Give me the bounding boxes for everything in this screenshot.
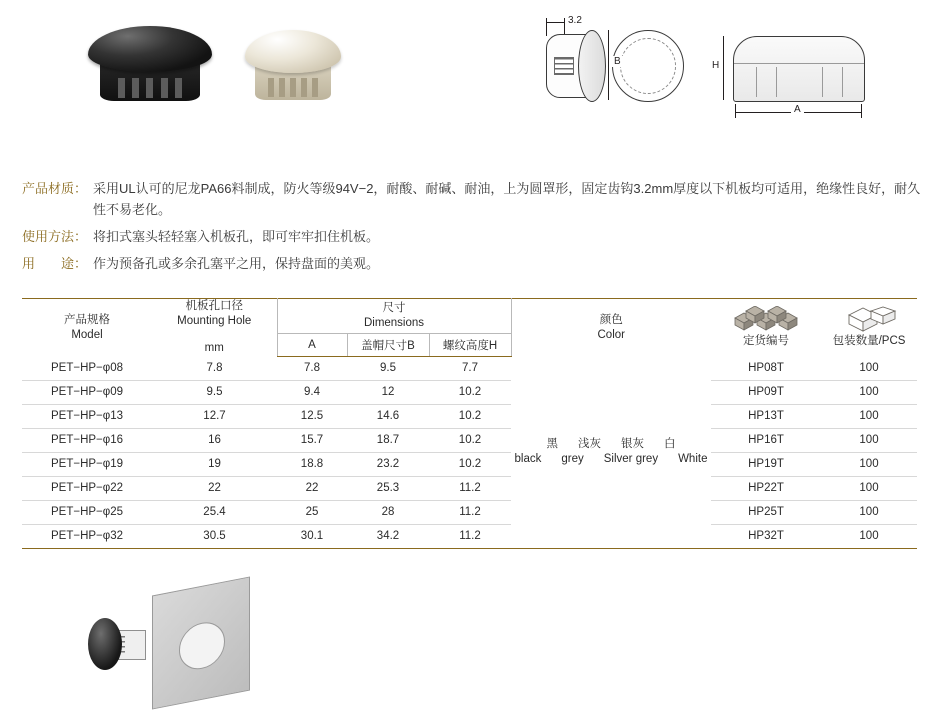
table-row xyxy=(22,524,917,548)
description-row-usage xyxy=(22,226,922,247)
table-row xyxy=(22,404,917,428)
specification-table xyxy=(22,298,917,548)
header-dimensions xyxy=(277,299,511,334)
cell-dim-b: 28 xyxy=(347,500,429,524)
header-pack-qty-label: 包装数量/PCS xyxy=(832,335,906,347)
section-rib xyxy=(822,67,823,97)
cell-dim-a: 7.8 xyxy=(277,356,347,380)
color-en-grey: grey xyxy=(561,452,584,465)
header-model-cn: 产品规格 xyxy=(64,313,110,326)
top-illustration-band xyxy=(0,0,939,160)
section-rib xyxy=(756,67,757,97)
product-description xyxy=(22,178,922,280)
color-cn-white: 白 xyxy=(664,437,676,450)
cell-dim-a: 18.8 xyxy=(277,452,347,476)
cell-dim-h: 10.2 xyxy=(429,452,511,476)
cell-mounting: 16 xyxy=(152,428,277,452)
a-dimension-label: A xyxy=(791,104,804,115)
cell-order: HP09T xyxy=(711,380,821,404)
cell-dim-b: 12 xyxy=(347,380,429,404)
cell-order: HP13T xyxy=(711,404,821,428)
cell-mounting: 25.4 xyxy=(152,500,277,524)
table-row xyxy=(22,356,917,380)
table-header-row-primary xyxy=(22,299,917,334)
thickness-extension-line-left xyxy=(546,18,547,36)
color-en-black: black xyxy=(514,452,542,465)
color-list xyxy=(511,437,711,467)
table-row xyxy=(22,476,917,500)
h-dimension-line xyxy=(723,36,724,100)
header-mounting-en: Mounting Hole xyxy=(177,315,252,327)
cell-model: PET−HP−φ25 xyxy=(22,500,152,524)
cell-mounting: 22 xyxy=(152,476,277,500)
cell-mounting: 30.5 xyxy=(203,530,226,542)
color-cn-grey: 浅灰 xyxy=(578,437,601,450)
header-mounting-cn: 机板孔口径 xyxy=(185,300,243,312)
description-value: 作为预备孔或多余孔塞平之用，保持盘面的美观。 xyxy=(93,256,380,271)
cell-dim-h: 7.7 xyxy=(429,356,511,380)
boxes-icon xyxy=(731,306,801,332)
installation-illustration xyxy=(60,578,300,704)
cell-dim-a: 9.4 xyxy=(277,380,347,404)
cell-model: PET−HP−φ13 xyxy=(22,404,152,428)
cell-dim-a: 30.1 xyxy=(300,530,324,542)
cell-pack: 100 xyxy=(821,428,917,452)
header-order-number xyxy=(711,299,821,357)
cell-pack: 100 xyxy=(821,404,917,428)
header-color-cn: 颜色 xyxy=(599,313,623,326)
cell-dim-a: 12.5 xyxy=(277,404,347,428)
header-color xyxy=(511,299,711,357)
plug-cross-section xyxy=(733,36,865,102)
header-dim-b: 盖帽尺寸B xyxy=(347,333,429,356)
package-icon xyxy=(841,306,897,332)
header-pack-qty xyxy=(821,299,917,357)
black-hole-plug-photo xyxy=(88,26,212,108)
cell-order: HP19T xyxy=(711,452,821,476)
cell-dim-b: 18.7 xyxy=(347,428,429,452)
color-cn-silver-grey: 银灰 xyxy=(621,437,644,450)
cell-model: PET−HP−φ19 xyxy=(22,452,152,476)
cell-dim-h: 11.2 xyxy=(429,476,511,500)
color-en-white: White xyxy=(678,452,708,465)
cell-order: HP08T xyxy=(711,356,821,380)
cell-model: PET−HP−φ16 xyxy=(22,428,152,452)
b-dimension-line xyxy=(608,30,609,100)
header-color-en: Color xyxy=(597,328,625,341)
cell-mounting: 7.8 xyxy=(152,356,277,380)
cap-underside-line xyxy=(734,63,864,64)
cell-pack: 100 xyxy=(821,380,917,404)
section-rib xyxy=(842,67,843,97)
description-value: 采用UL认可的尼龙PA66料制成，防火等级94V−2，耐酸、耐碱、耐油，上为圆罩形，固定齿钩3.2mm厚度以下机板均可适用，绝缘性良好，耐久性不易老化。 xyxy=(93,181,921,217)
installed-plug xyxy=(88,618,140,670)
plug-cap-shape xyxy=(88,26,212,72)
cell-dim-a: 15.7 xyxy=(277,428,347,452)
plug-fin-detail xyxy=(554,57,574,75)
plug-cap-shape xyxy=(245,30,341,73)
section-rib xyxy=(776,67,777,97)
table-row xyxy=(22,428,917,452)
white-hole-plug-photo xyxy=(245,30,341,106)
thickness-dimension-line xyxy=(546,22,564,23)
description-key: 用 途： xyxy=(22,256,88,271)
description-key: 使用方法： xyxy=(22,229,88,244)
header-mounting-unit: mm xyxy=(204,342,224,354)
cell-order: HP25T xyxy=(711,500,821,524)
cell-mounting: 12.7 xyxy=(152,404,277,428)
color-names-cn xyxy=(511,437,711,452)
cell-model: PET−HP−φ22 xyxy=(22,476,152,500)
cell-dim-h: 10.2 xyxy=(429,380,511,404)
cell-mounting: 9.5 xyxy=(152,380,277,404)
plug-front-circle xyxy=(612,30,684,102)
description-value: 将扣式塞头轻轻塞入机板孔，即可牢牢扣住机板。 xyxy=(93,229,380,244)
cell-dim-b: 34.2 xyxy=(376,530,400,542)
header-dim-h: 螺纹高度H xyxy=(429,333,511,356)
table-row xyxy=(22,500,917,524)
cell-pack: 100 xyxy=(859,530,879,542)
cell-mounting: 19 xyxy=(152,452,277,476)
cell-model: PET−HP−φ32 xyxy=(50,530,124,542)
cell-order: HP32T xyxy=(748,530,784,542)
thickness-label: 3.2 xyxy=(568,15,582,26)
cell-dim-a: 22 xyxy=(277,476,347,500)
header-dimensions-en: Dimensions xyxy=(363,316,425,329)
header-model-en: Model xyxy=(71,328,103,341)
cell-dim-b: 9.5 xyxy=(347,356,429,380)
cell-order: HP22T xyxy=(711,476,821,500)
cell-dim-a: 25 xyxy=(277,500,347,524)
cell-dim-h: 11.2 xyxy=(429,500,511,524)
cell-dim-h: 10.2 xyxy=(429,428,511,452)
cell-dim-h: 10.2 xyxy=(429,404,511,428)
cell-dim-b: 14.6 xyxy=(347,404,429,428)
header-mounting-hole xyxy=(152,299,277,357)
color-en-silver-grey: Silver grey xyxy=(603,452,659,465)
a-extension-line-right xyxy=(861,104,862,118)
b-dimension-label: B xyxy=(614,56,621,67)
a-extension-line-left xyxy=(735,104,736,118)
specification-table-wrapper xyxy=(22,298,917,549)
table-row xyxy=(22,380,917,404)
plug-fins xyxy=(268,78,317,97)
cross-section-drawing xyxy=(712,10,915,130)
cell-order: HP16T xyxy=(711,428,821,452)
cell-colors xyxy=(511,356,711,548)
cell-pack: 100 xyxy=(821,476,917,500)
panel-hole xyxy=(179,618,225,673)
header-order-number-label: 定货编号 xyxy=(743,335,789,347)
cell-pack: 100 xyxy=(821,500,917,524)
table-bottom-rule xyxy=(22,548,917,549)
description-row-purpose xyxy=(22,253,922,274)
h-dimension-label: H xyxy=(712,60,720,71)
color-cn-black: 黑 xyxy=(546,437,558,450)
color-names-en xyxy=(511,452,711,467)
header-dimensions-cn: 尺寸 xyxy=(382,301,406,314)
plug-fins xyxy=(118,78,181,98)
mounting-panel xyxy=(152,576,250,709)
cell-model: PET−HP−φ09 xyxy=(22,380,152,404)
header-dim-a: A xyxy=(277,333,347,356)
cell-model: PET−HP−φ08 xyxy=(22,356,152,380)
plug-head xyxy=(88,618,122,670)
header-model xyxy=(22,299,152,357)
cell-pack: 100 xyxy=(821,356,917,380)
table-row xyxy=(22,452,917,476)
plug-cap-edge-profile xyxy=(578,30,606,102)
cell-pack: 100 xyxy=(821,452,917,476)
description-key: 产品材质： xyxy=(22,181,88,196)
cell-dim-h: 11.2 xyxy=(459,530,481,542)
side-view-drawing xyxy=(520,10,710,130)
cell-dim-b: 25.3 xyxy=(347,476,429,500)
description-row-material xyxy=(22,178,922,220)
cell-dim-b: 23.2 xyxy=(347,452,429,476)
